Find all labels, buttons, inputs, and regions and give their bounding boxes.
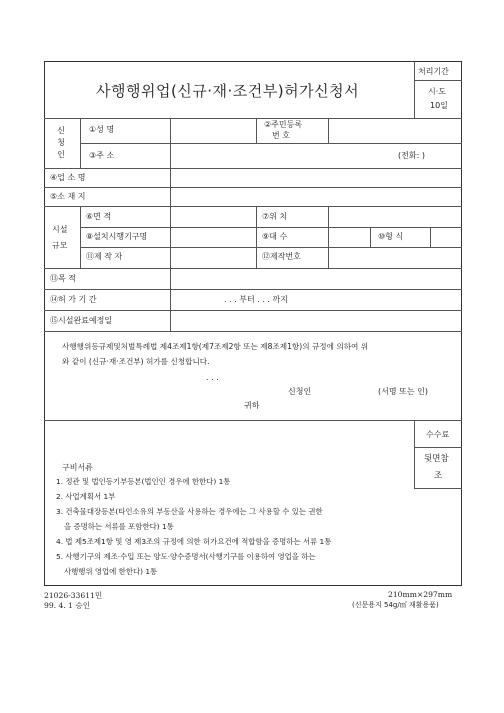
signature-note: (서명 또는 인) — [378, 387, 428, 396]
form-title: 사행행위업(신규·재·조건부)허가신청서 — [96, 82, 360, 100]
rrn-label-line2: 번 호 — [272, 131, 290, 140]
rrn-label-line1: ②주민등록 — [264, 120, 303, 129]
processing-days: 10일 — [430, 101, 448, 110]
applicant-group-label: 신청인 — [57, 126, 65, 159]
paper-spec: (신문용지 54g/㎡ 재활용품) — [352, 601, 439, 609]
line-area-row — [80, 227, 462, 228]
line-equipment-row — [80, 247, 462, 248]
line-processing-left — [414, 61, 415, 118]
line-fee-label — [414, 447, 462, 448]
signer-label: 신청인 — [288, 387, 312, 396]
form-code: 21026-33611민 — [44, 591, 103, 600]
line-facility-label — [170, 206, 171, 268]
line-completion-bottom — [44, 331, 462, 332]
count-label: ⑨대 수 — [262, 232, 288, 241]
facility-group-label-1: 시설 — [52, 225, 68, 234]
location-label: ⑤소 재 지 — [50, 192, 86, 201]
document-item: 4. 법 제5조제1항 및 영 제3조의 규정에 의한 허가요건에 적합함을 증명하는 서류 1통 — [56, 537, 332, 546]
line-applicant-group — [80, 118, 81, 168]
line-purpose-label — [170, 268, 171, 331]
application-date: . . . — [206, 373, 219, 382]
name-label: ①성 명 — [89, 125, 115, 134]
line-rrn-right — [328, 118, 329, 143]
line-business-label — [170, 168, 171, 206]
processing-period-label: 처리기간 — [418, 67, 449, 76]
type-label: ⑩형 식 — [378, 232, 404, 241]
business-name-label: ④업 소 명 — [50, 173, 86, 182]
processing-office: 시·도 — [428, 87, 446, 96]
line-type-right — [430, 227, 431, 247]
line-type-left — [370, 227, 371, 247]
line-location-bottom — [44, 206, 462, 207]
line-name-row — [80, 143, 462, 144]
line-fee-bottom — [414, 488, 462, 489]
serial-label: ⑫제작번호 — [262, 252, 301, 261]
line-facility-bottom — [44, 268, 462, 269]
line-period-bottom — [44, 310, 462, 311]
line-header-bottom — [44, 118, 462, 119]
documents-list — [56, 474, 331, 579]
fee-value-line1: 뒷면참 — [424, 454, 449, 464]
completion-label: ⑮시설완료예정일 — [50, 316, 113, 325]
phone-label: (전화: ) — [398, 151, 425, 160]
area-label: ⑥면 적 — [86, 212, 112, 221]
document-item: 사행행위 영업에 한한다) 1통 — [64, 567, 158, 576]
addressee: 귀하 — [244, 401, 260, 410]
line-business-bottom — [44, 187, 462, 188]
document-item: 을 증명하는 서류를 포함한다) 1통 — [64, 522, 174, 531]
document-item: 5. 사행기구의 제조·수입 또는 양도·양수증명서(사행기구를 이용하여 영업을 하는 — [56, 552, 316, 561]
maker-label: ⑪제 작 자 — [86, 252, 123, 261]
line-facility-mid-right — [328, 206, 329, 268]
line-fee-left — [414, 420, 415, 488]
period-label: ⑭허 가 기 간 — [50, 295, 97, 304]
fee-label: 수수료 — [426, 430, 450, 439]
line-facility-group — [80, 206, 81, 268]
line-applicant-field-1 — [170, 118, 171, 168]
line-purpose-bottom — [44, 289, 462, 290]
document-item: 3. 건축물대장등본(타인소유의 부동산을 사용하는 경우에는 그 사용할 수 있는 권한 — [56, 507, 323, 516]
approval-date: 99. 4. 1 승인 — [44, 601, 91, 610]
line-facility-mid-left — [256, 206, 257, 268]
purpose-label: ⑬목 적 — [50, 274, 76, 283]
line-statement-bottom — [44, 420, 462, 421]
statement-line-2: 와 같이 (신규·재·조건부) 허가를 신청합니다. — [62, 357, 210, 366]
documents-heading: 구비서류 — [62, 463, 93, 472]
statement-line-1: 사행행위등규제및처벌특례법 제4조제1항(제7조제2항 또는 제8조제1항)의 규정에 의하여 위 — [62, 342, 369, 351]
document-item: 1. 정관 및 법인등기부등본(법인인 경우에 한한다) 1통 — [56, 477, 231, 486]
fee-value-line2: 조 — [434, 471, 443, 481]
period-value: . . . 부터 . . . 까지 — [224, 295, 288, 304]
line-applicant-bottom — [44, 168, 462, 169]
position-label: ⑦위 치 — [262, 212, 288, 221]
paper-size: 210mm×297mm — [388, 590, 453, 599]
equipment-name-label: ⑧설치시행기구명 — [86, 232, 148, 241]
line-rrn-left — [256, 118, 257, 143]
line-processing-label — [414, 80, 462, 81]
document-item: 2. 사업계획서 1부 — [56, 492, 116, 501]
facility-group-label-2: 규모 — [52, 241, 68, 250]
address-label: ③주 소 — [89, 151, 115, 160]
